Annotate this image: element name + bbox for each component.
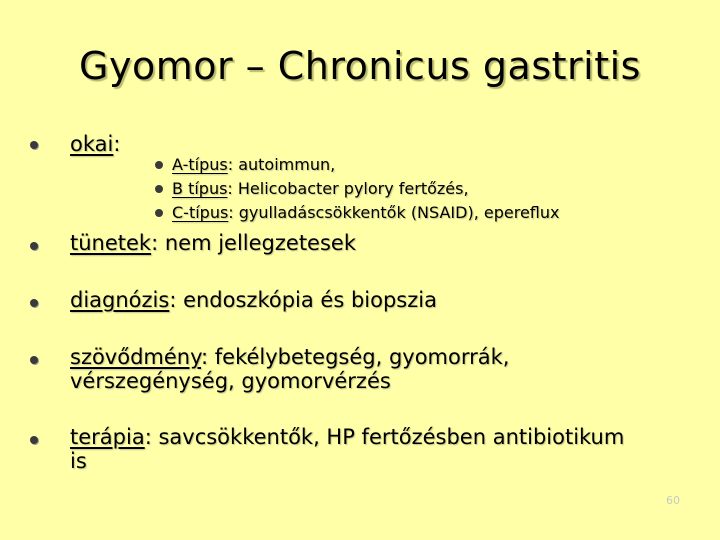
item-separator: : bbox=[113, 132, 121, 156]
bullet-icon bbox=[30, 299, 38, 307]
item-text: savcsökkentők, HP fertőzésben antibiotikum bbox=[151, 425, 625, 449]
sub-item-text: : gyulladáscsökkentők (NSAID), epereflux bbox=[228, 203, 560, 222]
item-term: tünetek bbox=[70, 231, 152, 255]
sub-item-text: : autoimmun, bbox=[227, 155, 336, 174]
sub-item-c-tipus bbox=[172, 203, 559, 223]
item-text: nem jellegzetesek bbox=[158, 231, 357, 255]
sub-item-term: C-típus bbox=[172, 203, 229, 222]
item-text: endoszkópia és biopszia bbox=[176, 288, 437, 312]
bullet-icon bbox=[30, 356, 38, 364]
sub-item-term: A-típus bbox=[172, 155, 228, 174]
bullet-icon bbox=[30, 141, 38, 149]
sub-item-b-tipus bbox=[172, 179, 469, 199]
item-separator: : bbox=[169, 288, 177, 312]
list-item-tunetek bbox=[70, 232, 356, 254]
sub-item-a-tipus bbox=[172, 155, 335, 175]
sub-item-text: : Helicobacter pylory fertőzés, bbox=[227, 179, 469, 198]
item-separator: : bbox=[144, 425, 152, 449]
list-item-terapia bbox=[70, 426, 624, 448]
item-term: szövődmény bbox=[70, 345, 202, 369]
list-item-terapia-continued: is bbox=[70, 449, 87, 473]
list-item-okai bbox=[70, 133, 120, 155]
list-item-szovodmeny-continued: vérszegénység, gyomorvérzés bbox=[70, 369, 391, 393]
bullet-icon bbox=[30, 436, 38, 444]
sub-bullet-icon bbox=[155, 185, 163, 193]
item-term: diagnózis bbox=[70, 288, 170, 312]
sub-item-term: B típus bbox=[172, 179, 228, 198]
sub-bullet-icon bbox=[155, 209, 163, 217]
item-separator: : bbox=[201, 345, 209, 369]
list-item-szovodmeny bbox=[70, 346, 509, 368]
slide-title: Gyomor – Chronicus gastritis bbox=[79, 44, 641, 88]
page-number: 60 bbox=[666, 494, 680, 507]
item-separator: : bbox=[151, 231, 159, 255]
bullet-icon bbox=[30, 242, 38, 250]
item-term: terápia bbox=[70, 425, 145, 449]
list-item-diagnozis bbox=[70, 289, 437, 311]
sub-bullet-icon bbox=[155, 161, 163, 169]
item-text: fekélybetegség, gyomorrák, bbox=[208, 345, 510, 369]
item-term: okai bbox=[70, 132, 114, 156]
